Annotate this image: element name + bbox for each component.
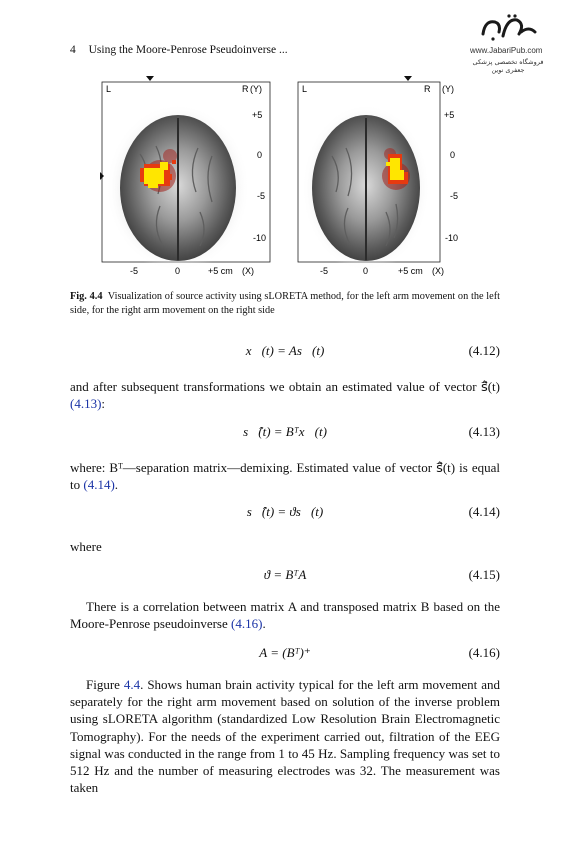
top-marker-icon xyxy=(404,76,412,81)
equation-link[interactable]: (4.14) xyxy=(83,477,115,493)
y-tick-label: -5 xyxy=(450,191,459,201)
paragraph-where xyxy=(70,538,500,555)
equation-4-16 xyxy=(70,645,500,663)
x-tick-label: +5 cm xyxy=(208,266,233,276)
running-head xyxy=(70,44,288,56)
page-number: 4 xyxy=(70,44,76,56)
paragraph-text: Figure xyxy=(86,677,120,692)
paragraph-transformations xyxy=(70,378,500,412)
equation-body: s⃗̂(t) = Bᵀx⃗(t) xyxy=(243,424,327,439)
y-tick-label: 0 xyxy=(257,150,263,160)
paragraph-text: . xyxy=(114,477,119,493)
corner-right-label: R xyxy=(424,84,431,94)
y-axis-title: (Y) xyxy=(250,84,262,94)
equation-body: x⃗(t) = As⃗(t) xyxy=(245,343,325,358)
figure-4-4 xyxy=(100,76,500,281)
corner-left-label: L xyxy=(106,84,112,94)
paragraph-text: . xyxy=(262,616,266,632)
x-tick-label: -5 xyxy=(320,266,329,276)
equation-number: (4.13) xyxy=(468,424,500,439)
caption-text: Visualization of source activity using sLORETA method, for the left arm movement on the left side, for the right arm movement on the right side xyxy=(70,291,500,316)
paragraph-text: There is a correlation between matrix A and transposed matrix B based on the Moore-Penrose pseudoinverse xyxy=(70,599,500,632)
equation-body: ϑ = BᵀA xyxy=(263,567,307,582)
equation-link[interactable]: (4.16) xyxy=(231,616,263,632)
caption-label: Fig. 4.4 xyxy=(70,291,103,302)
y-axis-title: (Y) xyxy=(442,84,454,94)
equation-4-12 xyxy=(70,343,500,361)
figure-link[interactable]: 4.4 xyxy=(123,677,141,692)
y-tick-label: +5 xyxy=(252,110,263,120)
x-tick-label: 0 xyxy=(363,266,369,276)
equation-link[interactable]: (4.13) xyxy=(70,396,102,412)
paragraph-separation-matrix xyxy=(70,459,500,493)
chapter-title: Using the Moore-Penrose Pseudoinverse ... xyxy=(88,44,288,56)
paragraph-correlation xyxy=(70,598,500,632)
equation-number: (4.14) xyxy=(468,504,500,519)
figure-caption xyxy=(70,290,500,318)
paragraph-text: . Shows human brain activity typical for the left arm movement and separately for the right arm movement based on solution of the inverse problem using sLORETA algorithm (standardized Low Resolution Brain Electromagnetic Tomography). For the needs of the experiment carried out, filtration of the EEG signal was conducted in the range from 1 to 45 Hz. Sampling frequency was set to 512 Hz and the number of measuring electrodes was 32. The measurement was taken xyxy=(70,677,500,796)
equation-number: (4.16) xyxy=(468,645,500,660)
corner-left-label: L xyxy=(302,84,308,94)
x-tick-label: -5 xyxy=(130,266,139,276)
equation-4-14 xyxy=(70,504,500,522)
paragraph-text: : xyxy=(101,396,106,412)
x-axis-title: (X) xyxy=(432,266,444,276)
y-axis-labels xyxy=(442,84,458,243)
equation-body: A = (Bᵀ)⁺ xyxy=(259,645,311,660)
equation-body: s⃗̂(t) = ϑs⃗(t) xyxy=(246,504,324,519)
equation-number: (4.12) xyxy=(468,343,500,358)
panel-left-arm xyxy=(100,76,270,276)
x-axis-title: (X) xyxy=(242,266,254,276)
corner-right-label: R xyxy=(242,84,249,94)
watermark-persian-text: فروشگاه تخصصی پزشکی جعفری نوین xyxy=(472,58,544,74)
panel-right-arm xyxy=(298,76,458,276)
y-tick-label: 0 xyxy=(450,150,456,160)
equation-4-15 xyxy=(70,567,500,585)
y-tick-label: -10 xyxy=(445,233,459,243)
x-tick-label: 0 xyxy=(175,266,181,276)
paragraph-text: where xyxy=(70,539,102,554)
x-tick-label: +5 cm xyxy=(398,266,423,276)
watermark-url: www.JabariPub.com xyxy=(470,46,543,55)
paragraph-text: where: Bᵀ—separation matrix—demixing. Estimated value of vector s⃗̂(t) is equal to xyxy=(70,460,500,493)
equation-number: (4.15) xyxy=(468,567,500,582)
top-marker-icon xyxy=(146,76,154,81)
y-tick-label: +5 xyxy=(444,110,455,120)
y-tick-label: -10 xyxy=(253,233,267,243)
paragraph-figure-description xyxy=(70,676,500,796)
paragraph-text: and after subsequent transformations we obtain an estimated value of vector s⃗̂(t) xyxy=(70,379,500,394)
equation-4-13 xyxy=(70,424,500,442)
y-tick-label: -5 xyxy=(257,191,266,201)
